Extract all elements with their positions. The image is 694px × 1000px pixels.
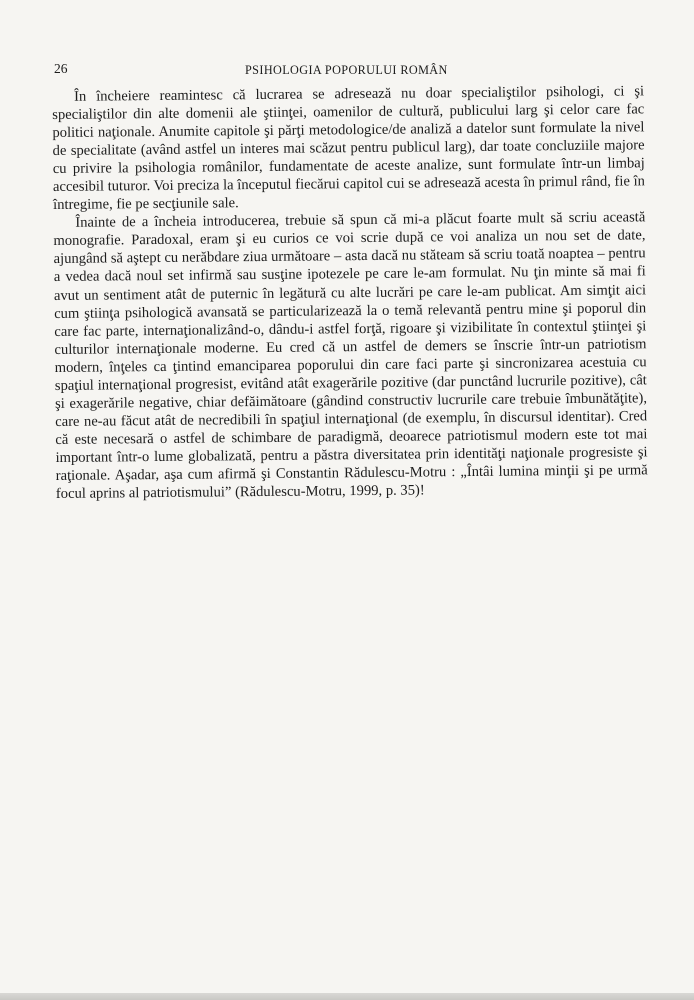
- body-text: [52, 82, 648, 503]
- page-number: 26: [54, 61, 68, 76]
- page-bottom-edge: [0, 993, 694, 1000]
- running-title: PSIHOLOGIA POPORULUI ROMÂN: [245, 63, 448, 77]
- paragraph: În încheiere reamintesc că lucrarea se adresează nu doar specialiştilor psihologi, ci şi specialiştilor din alte domenii ale ştiinţei, oamenilor de cultură, publicului larg şi celor care fac politici naţionale. Anumite capitole şi părţi metodologice/de analiză a datelor sunt formulate la nivel de specialitate (având astfel un interes mai scăzut pentru publicul larg), dar toate concluziile majore cu privire la psihologia românilor, fundamentate de aceste analize, sunt formulate într-un limbaj accesibil tuturor. Voi preciza la începutul fiecărui capitol cui se adresează acesta în primul rând, fie în întregime, fie pe secţiunile sale.: [52, 83, 646, 214]
- paragraph: Înainte de a încheia introducerea, trebuie să spun că mi-a plăcut foarte mult să scriu această monografie. Paradoxal, eram şi eu curios ce voi scrie după ce voi analiza un nou set de date, ajungând să aştept cu nerăbdare ziua următoare – asta dacă nu stăteam să scriu toată noaptea – pentru a vedea dacă noul set infirmă sau susţine ipotezele pe care le-am formulat. Nu ţin minte să mai fi avut un sentiment atât de puternic în legătură cu alte lucrări pe care le-am publicat. Am simţit aici cum ştiinţa psihologică avansată se particularizează la o temă relevantă pentru mine şi poporul din care fac parte, internaţionalizând-o, dându-i astfel forţă, rigoare şi vizibilitate în contextul ştiinţei şi culturilor internaţionale moderne. Eu cred că un astfel de demers se înscrie într-un patriotism modern, înţeles ca ţintind emanciparea poporului din care faci parte şi sincronizarea acestuia cu spaţiul internaţional progresist, evitând atât exagerările pozitive (dar punctând lucrurile pozitive), cât şi exagerările negative, chiar defăimătoare (gândind constructiv lucrurile care trebuie îmbunătăţite), care ne-au făcut atât de necredibili în spaţiul internaţional (de exemplu, în discursul identitar). Cred că este necesară o astfel de schimbare de paradigmă, deoarece patriotismul modern este tot mai important într-o lume globalizată, pentru a păstra diversitatea prin identităţi naţionale progresiste şi raţionale. Aşadar, aşa cum afirmă şi Constantin Rădulescu-Motru : „Întâi lumina minţii şi pe urmă focul aprins al patriotismului” (Rădulescu-Motru, 1999, p. 35)!: [53, 209, 648, 503]
